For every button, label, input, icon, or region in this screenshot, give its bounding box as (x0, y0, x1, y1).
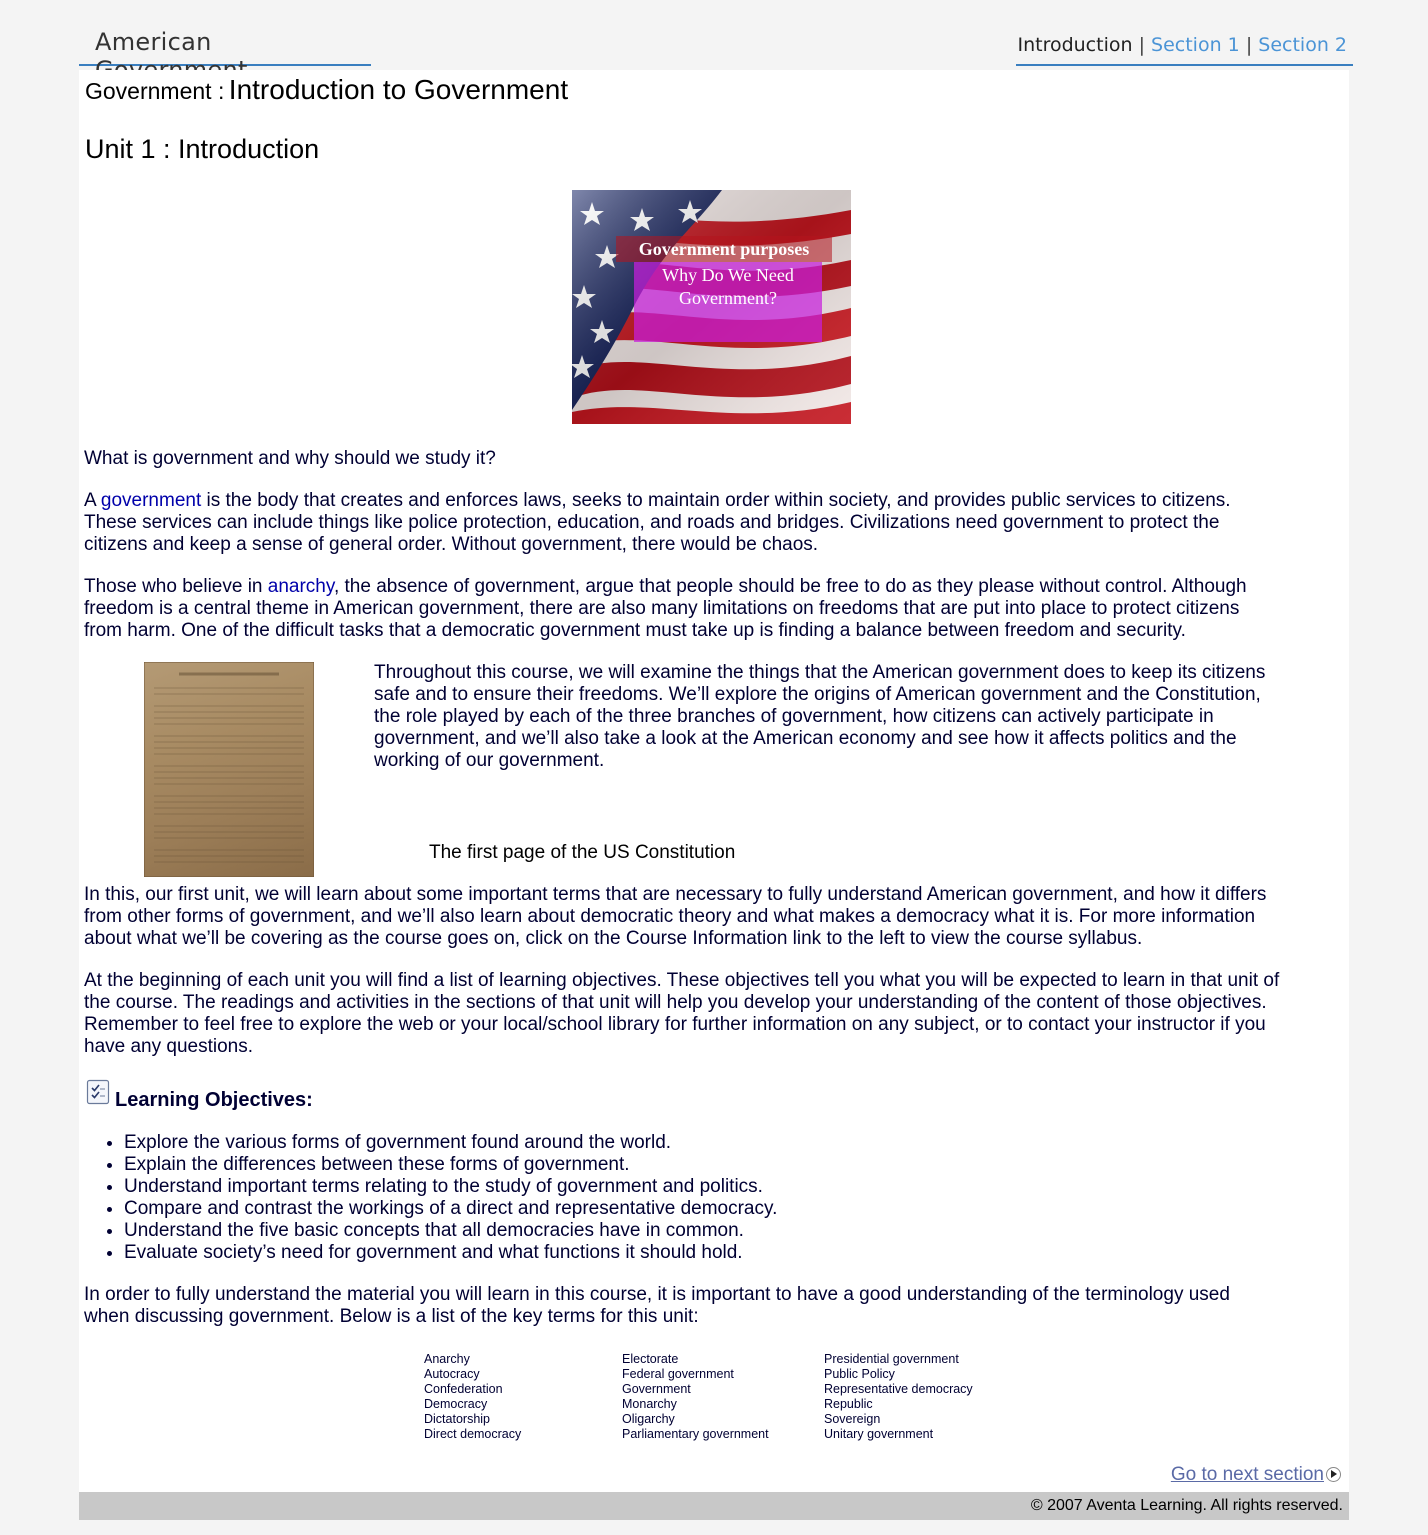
banner-question-line-2: Government? (679, 288, 777, 308)
paragraph-text: Throughout this course, we will examine the things that the American government does to keep its citizens (374, 662, 1266, 683)
key-term: Direct democracy (424, 1427, 522, 1441)
breadcrumb-course: Government : (85, 78, 225, 104)
next-section-nav (1171, 1464, 1341, 1486)
paragraph-text: A (84, 490, 101, 511)
intro-question: What is government and why should we study it? (84, 448, 496, 469)
arrow-right-circle-icon[interactable] (1326, 1467, 1341, 1482)
paragraph-text: about what we’ll be covering as the course goes on, click on the Course Information link to the left to view the course syllabus. (84, 928, 1143, 949)
key-terms-column-3 (824, 1352, 973, 1442)
go-to-next-section-link[interactable]: Go to next section (1170, 1464, 1324, 1485)
section-nav (1016, 22, 1353, 66)
paragraph-text: At the beginning of each unit you will find a list of learning objectives. These objectives tell you what you will be expected to learn in that unit of (84, 970, 1280, 991)
key-terms-column-2 (622, 1352, 769, 1442)
anarchy-term-link[interactable]: anarchy (267, 576, 334, 597)
key-term: Anarchy (424, 1352, 470, 1366)
paragraph-anarchy (84, 576, 1346, 642)
key-term: Representative democracy (824, 1382, 973, 1396)
key-term: Autocracy (424, 1367, 480, 1381)
paragraph-text: Those who believe in (84, 576, 268, 597)
list-item: • Compare and contrast the workings of a direct and representative democracy. (124, 1198, 777, 1220)
checklist-icon (86, 1079, 110, 1105)
banner-heading: Government purposes (616, 236, 832, 262)
paragraph-course-overview (374, 662, 1344, 772)
nav-introduction-current: Introduction (1017, 34, 1133, 56)
learning-objectives-list (104, 1132, 777, 1264)
nav-separator: | (1245, 34, 1253, 56)
paragraph-text: In this, our first unit, we will learn about some important terms that are necessary to fully understand American government, and how it differs (84, 884, 1267, 905)
breadcrumb (85, 74, 568, 106)
paragraph-text: working of our government. (374, 750, 605, 771)
key-term: Government (622, 1382, 691, 1396)
key-term: Sovereign (824, 1412, 881, 1426)
copyright-text: © 2007 Aventa Learning. All rights reserved. (1030, 1497, 1343, 1514)
key-term: Electorate (622, 1352, 679, 1366)
key-term: Oligarchy (622, 1412, 675, 1426)
paragraph-key-terms-intro (84, 1284, 1346, 1328)
list-item: • Explore the various forms of government found around the world. (124, 1132, 777, 1154)
key-term: Democracy (424, 1397, 488, 1411)
paragraph-government-definition (84, 490, 1346, 556)
paragraph-text: the course. The readings and activities in the sections of that unit will help you develop your understanding of the content of those objectives. (84, 992, 1267, 1013)
paragraph-first-unit (84, 884, 1346, 950)
paragraph-text: when discussing government. Below is a list of the key terms for this unit: (84, 1306, 699, 1327)
paragraph-text: Remember to feel free to explore the web or your local/school library for further information on any subject, or to contact your instructor if you (84, 1014, 1266, 1035)
list-item: • Explain the differences between these forms of government. (124, 1154, 777, 1176)
banner-question (634, 262, 822, 342)
paragraph-text: safe and to ensure their freedoms. We’ll explore the origins of American government and the Constitution, (374, 684, 1261, 705)
government-term-link[interactable]: government (100, 490, 202, 511)
paragraph-text: These services can include things like police protection, education, and roads and bridges. Civilizations need government to protect the (84, 512, 1220, 533)
nav-section-2-link[interactable]: Section 2 (1258, 34, 1347, 56)
learning-objectives-label: Learning Objectives: (115, 1089, 313, 1111)
paragraph-text: the role played by each of the three branches of government, how citizens can actively participate in (374, 706, 1214, 727)
constitution-texture (144, 662, 314, 877)
us-constitution-image (144, 662, 314, 877)
paragraph-text: from other forms of government, and we’ll also learn about democratic theory and what makes a democracy what it is. For more information (84, 906, 1256, 927)
nav-section-1-link[interactable]: Section 1 (1151, 34, 1240, 56)
key-term: Dictatorship (424, 1412, 490, 1426)
page-title: Introduction to Government (228, 74, 569, 105)
site-title: American (95, 28, 212, 56)
banner-question-line-1: Why Do We Need (662, 265, 794, 285)
key-term: Republic (824, 1397, 873, 1411)
key-term: Unitary government (824, 1427, 934, 1441)
nav-separator: | (1138, 34, 1145, 56)
paragraph-learning-objectives-intro (84, 970, 1346, 1058)
key-term: Federal government (622, 1367, 734, 1381)
key-term: Public Policy (824, 1367, 895, 1381)
government-purposes-banner-image (572, 190, 851, 424)
list-item: • Understand the five basic concepts that all democracies have in common. (124, 1220, 777, 1242)
constitution-caption: The first page of the US Constitution (429, 842, 736, 863)
key-term: Presidential government (824, 1352, 959, 1366)
main-content (79, 70, 1349, 1520)
paragraph-text: In order to fully understand the material you will learn in this course, it is important to have a good understanding of the terminology used (84, 1284, 1230, 1305)
paragraph-text: from harm. One of the difficult tasks that a democratic government must take up is finding a balance between freedom and security. (84, 620, 1186, 641)
paragraph-text: is the body that creates and enforces laws, seeks to maintain order within society, and provides public services to citizens. (201, 490, 1231, 511)
unit-title: Unit 1 : Introduction (85, 134, 320, 164)
list-item: • Understand important terms relating to the study of government and politics. (124, 1176, 777, 1198)
paragraph-text: freedom is a central theme in American government, there are also many limitations on freedoms that are put into place to protect citizens (84, 598, 1240, 619)
paragraph-text: government, and we’ll also take a look at the American economy and see how it affects politics and the (374, 728, 1237, 749)
key-term: Parliamentary government (622, 1427, 769, 1441)
paragraph-text: , the absence of government, argue that people should be free to do as they please without control. Although (333, 576, 1247, 597)
key-terms-column-1 (424, 1352, 521, 1442)
list-item: • Evaluate society’s need for government and what functions it should hold. (124, 1242, 777, 1264)
key-term: Confederation (424, 1382, 503, 1396)
paragraph-text: have any questions. (84, 1036, 254, 1057)
key-term: Monarchy (622, 1397, 677, 1411)
paragraph-text: citizens and keep a sense of general order. Without government, there would be chaos. (84, 534, 819, 555)
site-header (79, 22, 371, 66)
footer (79, 1492, 1349, 1520)
